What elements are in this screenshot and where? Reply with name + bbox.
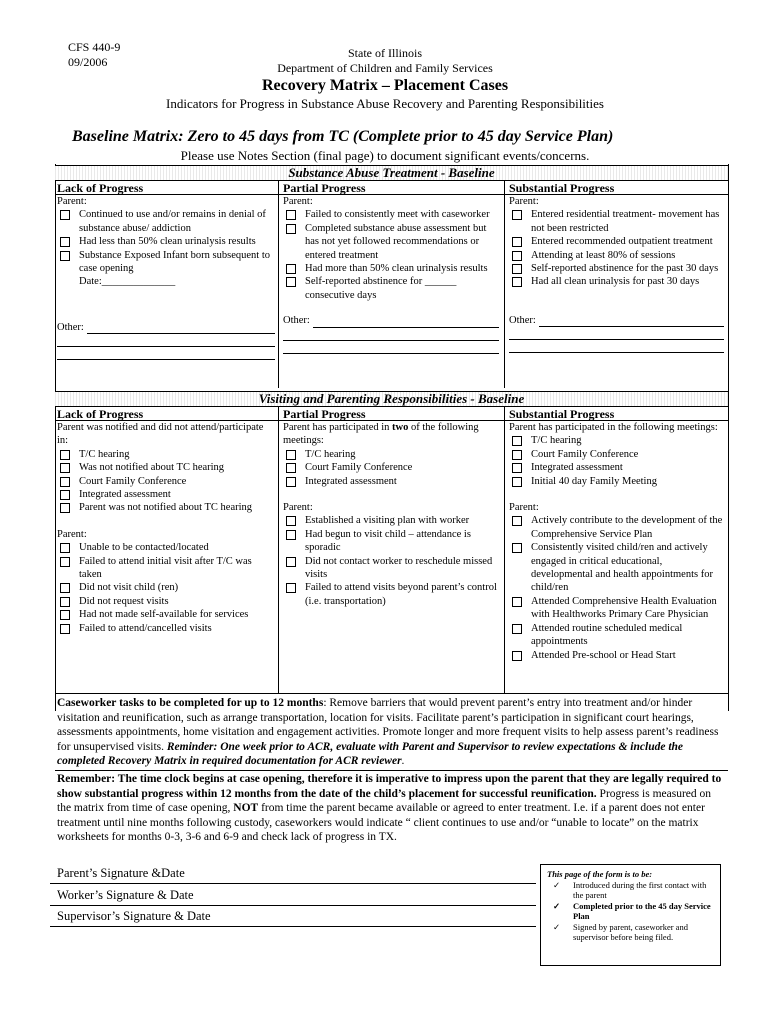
checkbox-item[interactable]: Unable to be contacted/located [57,541,275,554]
other-field[interactable]: Other: [57,321,275,334]
checkmark-icon: ✓ [553,921,561,932]
checkbox-item[interactable]: Actively contribute to the development of the Comprehensive Service Plan [509,514,724,541]
checkbox[interactable] [512,210,522,220]
checkbox[interactable] [286,583,296,593]
checkbox[interactable] [60,463,70,473]
checkbox[interactable] [286,224,296,234]
checkbox[interactable] [60,597,70,607]
checkbox[interactable] [60,503,70,513]
checkmark-icon: ✓ [553,900,561,911]
form-date: 09/2006 [68,55,108,69]
checkbox-item[interactable]: Attended Comprehensive Health Evaluation with Healthworks Primary Care Physician [509,595,724,622]
checkbox-item[interactable]: Initial 40 day Family Meeting [509,475,724,488]
checkbox-item[interactable]: Failed to consistently meet with caseworker [283,208,499,221]
parent-label: Parent: [57,528,87,540]
table-border-right [728,164,729,711]
checkbox[interactable] [286,463,296,473]
visiting-lack-column [57,407,275,635]
worker-signature-label: Worker’s Signature & Date [57,888,194,902]
column-header: Substantial Progress [509,407,615,421]
checkbox[interactable] [512,251,522,261]
checkbox[interactable] [512,516,522,526]
blank-line[interactable] [283,328,499,341]
checkbox[interactable] [512,543,522,553]
checkbox[interactable] [512,277,522,287]
checkbox[interactable] [286,210,296,220]
checkbox[interactable] [512,436,522,446]
column-header: Partial Progress [283,181,366,195]
checkbox-item[interactable]: Court Family Conference [283,461,499,474]
checkbox-item[interactable]: Court Family Conference [509,448,724,461]
form-id: CFS 440-9 [68,40,121,54]
column-header: Lack of Progress [57,181,144,195]
intro-text: Parent has participated in two of the following meetings: [283,422,479,447]
checkbox-item[interactable]: Did not visit child (ren) [57,581,275,594]
checkbox-item[interactable]: Established a visiting plan with worker [283,514,499,527]
tasks-divider [55,770,728,771]
checkbox[interactable] [286,450,296,460]
checkbox[interactable] [60,490,70,500]
checkbox-item[interactable]: Had more than 50% clean urinalysis results [283,262,499,275]
checkbox[interactable] [60,450,70,460]
checkbox-item[interactable]: Attending at least 80% of sessions [509,249,724,262]
date-field[interactable]: Date:______________ [79,276,176,288]
checkbox[interactable] [512,463,522,473]
substance-substantial-column [509,181,724,353]
checkbox[interactable] [286,277,296,287]
checkbox-item[interactable]: Self-reported abstinence for ______ consecutive days [283,275,499,302]
other-field[interactable]: Other: [509,314,724,327]
page-subtitle: Indicators for Progress in Substance Abuse Recovery and Parenting Responsibilities [166,96,604,111]
instruction-item: ✓ Completed prior to the 45 day Service Plan [553,900,711,921]
instructions-box [540,864,721,966]
checkbox-item[interactable]: T/C hearing [283,448,499,461]
checkbox-item[interactable]: Integrated assessment [509,461,724,474]
parent-label: Parent: [509,196,539,207]
checkbox[interactable] [512,597,522,607]
checkbox-item[interactable]: Was not notified about TC hearing [57,461,275,474]
remember-note: Remember: The time clock begins at case opening, therefore it is imperative to impress upon the parent that they are legally required to show substantial progress within 12 months from the date of the child’s placement for successful reunification. Progress is measured on the matrix from time of case opening, NOT from time the parent became available or agreed to enter treatment. I.e. if a parent does not enter treatment until nine months following custody, caseworkers would indicate “ client continues to use and/or “unable to locate” on the matrix worksheets for months 0-3, 3-6 and 6-9 and check lack of progress in TX. [57,773,722,843]
checkbox-item[interactable]: Failed to attend/cancelled visits [57,622,275,635]
checkbox[interactable] [60,583,70,593]
instructions-title: This page of the form is to be: [547,869,653,879]
column-divider [278,406,279,693]
checkbox[interactable] [60,237,70,247]
checkbox-item[interactable]: T/C hearing [509,434,724,447]
checkbox-item[interactable]: Attended routine scheduled medical appointments [509,622,724,649]
checkbox-item[interactable]: T/C hearing [57,448,275,461]
instruction-item: ✓ Introduced during the first contact with the parent [553,879,707,900]
parent-signature-label: Parent’s Signature &Date [57,866,185,880]
checkbox[interactable] [60,624,70,634]
checkbox[interactable] [286,264,296,274]
checkbox-item[interactable]: Parent was not notified about TC hearing [57,501,275,514]
checkbox[interactable] [512,264,522,274]
checkbox-item[interactable]: Continued to use and/or remains in denial of substance abuse/ addiction [57,208,275,235]
checkbox[interactable] [512,624,522,634]
instruction-item: ✓ Signed by parent, caseworker and supervisor before being filed. [553,921,688,942]
checkmark-icon: ✓ [553,879,561,890]
checkbox[interactable] [60,610,70,620]
supervisor-signature-label: Supervisor’s Signature & Date [57,909,211,923]
parent-label: Parent: [283,502,313,514]
caseworker-tasks: Caseworker tasks to be completed for up to 12 months: Remove barriers that would prevent parent’s entry into treatment and/or hinder visitation and reunification, such as arrange transportation, location for visits. Facilitate parent’s participation in significant court hearings, assessments appointments, home visitation and engagement activities. Promote longer and more frequent visits to help assess parent’s readiness for unsupervised visits. Reminder: One week prior to ACR, evaluate with Parent and Supervisor to review expectations & include the completed Recovery Matrix in required documentation for ACR reviewer. [57,697,719,767]
parent-label: Parent: [509,502,539,514]
parent-label: Parent: [283,196,313,207]
checkbox[interactable] [512,237,522,247]
blank-line[interactable] [283,341,499,354]
visiting-section-heading: Visiting and Parenting Responsibilities - Baseline [55,391,728,407]
checkbox-item[interactable]: Had less than 50% clean urinalysis results [57,235,275,248]
checkbox-item[interactable]: Attended Pre-school or Head Start [509,649,724,662]
visiting-substantial-column [509,407,724,662]
worker-signature-line[interactable] [50,905,536,906]
checkbox[interactable] [60,251,70,261]
state-name: State of Illinois [348,46,422,60]
checkbox[interactable] [512,450,522,460]
checkbox-item[interactable]: Failed to attend visits beyond parent’s control (i.e. transportation) [283,581,499,608]
checkbox-item[interactable]: Integrated assessment [283,475,499,488]
parent-label: Parent: [57,196,87,207]
intro-text: Parent was notified and did not attend/participate in: [57,422,264,447]
table-row-divider [55,693,728,694]
checkbox-item[interactable]: Substance Exposed Infant born subsequent to case opening [57,249,275,276]
baseline-heading: Baseline Matrix: Zero to 45 days from TC (Complete prior to 45 day Service Plan) [72,128,614,145]
checkbox[interactable] [512,477,522,487]
column-divider [504,406,505,693]
checkbox-item[interactable]: Entered residential treatment- movement has not been restricted [509,208,724,235]
parent-signature-line[interactable] [50,883,536,884]
supervisor-signature-line[interactable] [50,926,536,927]
checkbox[interactable] [286,557,296,567]
column-header: Partial Progress [283,407,366,421]
substance-lack-column [57,181,275,360]
checkbox-item[interactable]: Self-reported abstinence for the past 30 days [509,262,724,275]
checkbox[interactable] [60,543,70,553]
checkbox[interactable] [286,477,296,487]
notes-instruction: Please use Notes Section (final page) to document significant events/concerns. [180,148,590,163]
checkbox-item[interactable]: Court Family Conference [57,475,275,488]
checkbox-item[interactable]: Had not made self-available for services [57,608,275,621]
checkbox-item[interactable]: Failed to attend initial visit after T/C was taken [57,555,275,582]
checkbox-item[interactable]: Did not request visits [57,595,275,608]
checkbox-item[interactable]: Completed substance abuse assessment but has not yet followed recommendations or entered treatment [283,222,499,262]
checkbox-item[interactable]: Entered recommended outpatient treatment [509,235,724,248]
table-border-left [55,164,56,711]
page-title: Recovery Matrix – Placement Cases [261,77,509,94]
checkbox[interactable] [60,477,70,487]
checkbox-item[interactable]: Had begun to visit child – attendance is sporadic [283,528,499,555]
checkbox-item[interactable]: Did not contact worker to reschedule missed visits [283,555,499,582]
column-divider [278,180,279,388]
blank-line[interactable] [509,327,724,340]
department-name: Department of Children and Family Services [277,61,493,75]
column-header: Substantial Progress [509,181,615,195]
checkbox[interactable] [286,516,296,526]
visiting-partial-column [283,407,499,608]
checkbox[interactable] [60,557,70,567]
substance-partial-column [283,181,499,354]
checkbox-item[interactable]: Consistently visited child/ren and actively engaged in critical educational, developmental and health appointments for child/ren [509,541,724,595]
column-divider [504,180,505,388]
checkbox[interactable] [286,530,296,540]
blank-line[interactable] [509,340,724,353]
blank-line[interactable] [57,334,275,347]
checkbox[interactable] [60,210,70,220]
substance-section-heading: Substance Abuse Treatment - Baseline [55,165,728,181]
column-header: Lack of Progress [57,407,144,421]
blank-line[interactable] [57,347,275,360]
intro-text: Parent has participated in the following meetings: [509,422,718,433]
checkbox-item[interactable]: Integrated assessment [57,488,275,501]
other-field[interactable]: Other: [283,314,499,327]
checkbox[interactable] [512,651,522,661]
checkbox-item[interactable]: Had all clean urinalysis for past 30 days [509,275,724,288]
